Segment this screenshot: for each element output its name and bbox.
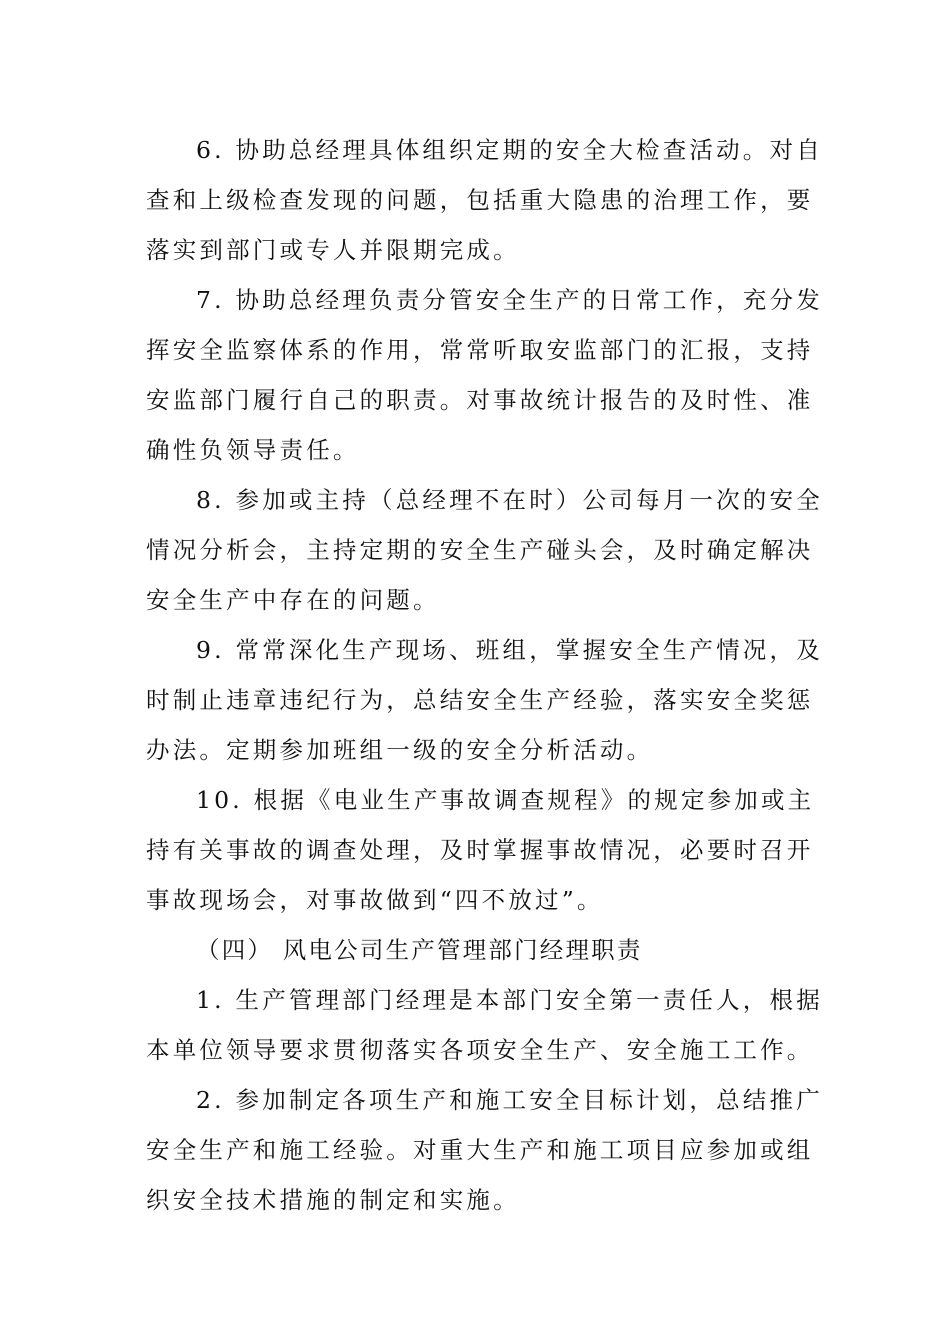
paragraph-7-line-3: 安监部门履行自己的职责。对事故统计报告的及时性、准 [146, 386, 814, 414]
paragraph-9-line-2: 时制止违章违纪行为，总结安全生产经验，落实安全奖惩 [146, 686, 814, 714]
section-4-item-1-line-2: 本单位领导要求贯彻落实各项安全生产、安全施工工作。 [146, 1036, 814, 1064]
paragraph-6-line-1: 6. 协助总经理具体组织定期的安全大检查活动。对自 [196, 136, 823, 164]
section-4-item-2-line-1: 2. 参加制定各项生产和施工安全目标计划，总结推广 [196, 1086, 823, 1114]
paragraph-9-line-3: 办法。定期参加班组一级的安全分析活动。 [146, 736, 654, 764]
paragraph-10-line-3: 事故现场会，对事故做到“四不放过”。 [146, 886, 604, 914]
paragraph-7-line-4: 确性负领导责任。 [146, 436, 360, 464]
paragraph-10-line-1: 10. 根据《电业生产事故调查规程》的规定参加或主 [196, 786, 815, 814]
paragraph-8-line-2: 情况分析会，主持定期的安全生产碰头会，及时确定解决 [146, 536, 814, 564]
paragraph-10-line-2: 持有关事故的调查处理，及时掌握事故情况，必要时召开 [146, 836, 814, 864]
section-4-item-1-line-1: 1. 生产管理部门经理是本部门安全第一责任人，根据 [196, 986, 823, 1014]
paragraph-6-line-3: 落实到部门或专人并限期完成。 [146, 236, 520, 264]
paragraph-8-line-1: 8. 参加或主持（总经理不在时）公司每月一次的安全 [196, 486, 823, 514]
section-4-item-2-line-2: 安全生产和施工经验。对重大生产和施工项目应参加或组 [146, 1136, 814, 1164]
paragraph-9-line-1: 9. 常常深化生产现场、班组，掌握安全生产情况，及 [196, 636, 823, 664]
paragraph-6-line-2: 查和上级检查发现的问题，包括重大隐患的治理工作，要 [146, 186, 814, 214]
paragraph-7-line-1: 7. 协助总经理负责分管安全生产的日常工作，充分发 [196, 286, 823, 314]
section-heading: （四） 风电公司生产管理部门经理职责 [196, 936, 643, 964]
paragraph-7-line-2: 挥安全监察体系的作用，常常听取安监部门的汇报，支持 [146, 336, 814, 364]
paragraph-8-line-3: 安全生产中存在的问题。 [146, 586, 440, 614]
section-4-item-2-line-3: 织安全技术措施的制定和实施。 [146, 1186, 520, 1214]
